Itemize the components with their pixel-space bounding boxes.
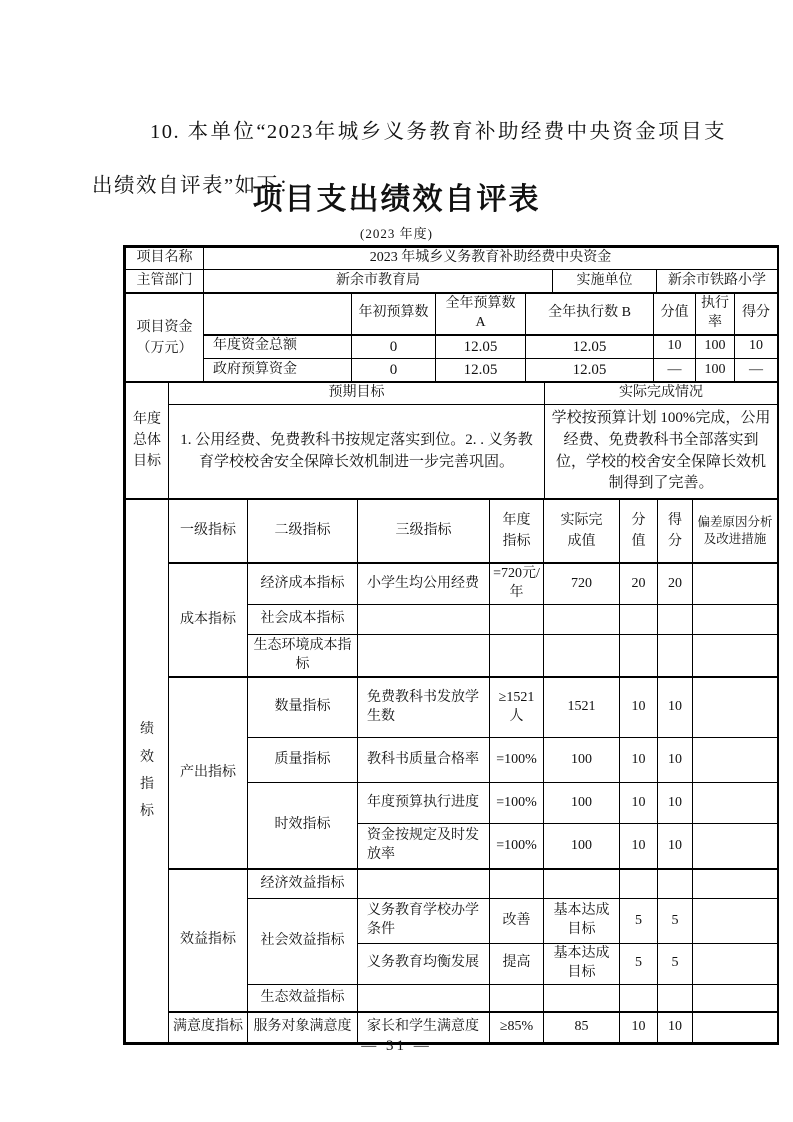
funding-section-label: 项目资金（万元）: [126, 293, 204, 382]
deviation-cell: [693, 563, 778, 604]
actual-cell: 85: [544, 1012, 620, 1042]
funding-score-max: 10: [654, 335, 696, 359]
level1-cell-benefit: 效益指标: [169, 869, 248, 1012]
deviation-cell: [693, 898, 778, 943]
score-cell: 10: [658, 782, 693, 823]
goal-header-row: [126, 382, 778, 404]
deviation-cell: [693, 782, 778, 823]
deviation-cell: [693, 737, 778, 782]
deviation-cell: [693, 677, 778, 737]
level3-cell: [358, 604, 490, 634]
deviation-cell: [693, 869, 778, 898]
page-number: — 31 —: [361, 1038, 432, 1054]
col-header-score: 得分: [658, 499, 693, 563]
target-cell: =100%: [490, 782, 544, 823]
funding-col-score-max: 分值: [654, 293, 696, 335]
score-cell: 10: [658, 677, 693, 737]
unit-value: 新余市铁路小学: [657, 270, 778, 293]
target-cell: [490, 604, 544, 634]
score-cell: 10: [658, 823, 693, 869]
funding-col-budget: 全年预算数 A: [436, 293, 526, 335]
deviation-cell: [693, 984, 778, 1012]
target-cell: =100%: [490, 823, 544, 869]
deviation-cell: [693, 943, 778, 984]
score-cell: [658, 634, 693, 677]
funding-col-initial: 年初预算数: [352, 293, 436, 335]
scoremax-cell: 5: [620, 943, 658, 984]
actual-cell: 100: [544, 782, 620, 823]
deviation-cell: [693, 823, 778, 869]
actual-cell: 基本达成目标: [544, 943, 620, 984]
score-cell: [658, 604, 693, 634]
target-cell: [490, 869, 544, 898]
intro-paragraph: 10. 本单位“2023年城乡义务教育补助经费中央资金项目支出绩效自评表”如下：: [92, 120, 726, 197]
funding-budget: 12.05: [436, 359, 526, 382]
actual-cell: 100: [544, 737, 620, 782]
level2-cell: 质量指标: [248, 737, 358, 782]
col-header-actual: 实际完成值: [544, 499, 620, 563]
col-header-target: 年度指标: [490, 499, 544, 563]
funding-table: [125, 292, 778, 382]
funding-budget: 12.05: [436, 335, 526, 359]
funding-col-score: 得分: [735, 293, 778, 335]
col-header-level2: 二级指标: [248, 499, 358, 563]
scoremax-cell: 5: [620, 898, 658, 943]
level2-cell: 数量指标: [248, 677, 358, 737]
funding-row-total: [126, 335, 778, 359]
target-cell: ≥85%: [490, 1012, 544, 1042]
level2-cell: 生态效益指标: [248, 984, 358, 1012]
goal-expected-header: 预期目标: [169, 382, 545, 404]
dept-label: 主管部门: [126, 270, 204, 293]
dept-unit-table: [125, 269, 778, 293]
level3-cell: [358, 984, 490, 1012]
funding-initial: 0: [352, 335, 436, 359]
scoremax-cell: 10: [620, 677, 658, 737]
scoremax-cell: [620, 984, 658, 1012]
dept-value: 新余市教育局: [204, 270, 553, 293]
level3-cell: 资金按规定及时发放率: [358, 823, 490, 869]
col-header-score-max: 分值: [620, 499, 658, 563]
funding-initial: 0: [352, 359, 436, 382]
level2-cell-social-benefit: 社会效益指标: [248, 898, 358, 984]
scoremax-cell: 10: [620, 823, 658, 869]
deviation-cell: [693, 604, 778, 634]
indicators-section-label: 绩效指标: [126, 499, 169, 1042]
funding-score-max: —: [654, 359, 696, 382]
funding-rate: 100: [696, 335, 735, 359]
scoremax-cell: 10: [620, 737, 658, 782]
actual-cell: [544, 634, 620, 677]
self-eval-table: [123, 245, 779, 1045]
deviation-cell: [693, 634, 778, 677]
funding-header-row: [126, 293, 778, 335]
scoremax-cell: [620, 634, 658, 677]
level3-cell: 免费教科书发放学生数: [358, 677, 490, 737]
actual-cell: 1521: [544, 677, 620, 737]
unit-label: 实施单位: [553, 270, 657, 293]
score-cell: [658, 869, 693, 898]
indicators-header-row: [126, 499, 778, 563]
actual-cell: [544, 984, 620, 1012]
project-info-table: [125, 247, 778, 270]
goal-actual-header: 实际完成情况: [545, 382, 778, 404]
actual-cell: 100: [544, 823, 620, 869]
scoremax-cell: 10: [620, 1012, 658, 1042]
level2-cell: 服务对象满意度: [248, 1012, 358, 1042]
actual-cell: 720: [544, 563, 620, 604]
goal-content-row: [126, 405, 778, 499]
level2-cell-timeliness: 时效指标: [248, 782, 358, 869]
scoremax-cell: [620, 604, 658, 634]
project-name-row: [126, 248, 778, 270]
actual-cell: [544, 604, 620, 634]
level1-cell-satisfaction: 满意度指标: [169, 1012, 248, 1042]
scoremax-cell: [620, 869, 658, 898]
score-cell: 10: [658, 737, 693, 782]
level2-cell: 经济成本指标: [248, 563, 358, 604]
indicator-row-quantity: [126, 677, 778, 737]
scoremax-cell: 10: [620, 782, 658, 823]
target-cell: =100%: [490, 737, 544, 782]
level1-cell-cost: 成本指标: [169, 563, 248, 677]
funding-blank-cell: [204, 293, 352, 335]
funding-score: —: [735, 359, 778, 382]
goal-actual-text: 学校按预算计划 100%完成，公用经费、免费教科书全部落实到位，学校的校舍安全保障长效机制得到了完善。: [545, 405, 778, 499]
goal-expected-text: 1. 公用经费、免费教科书按规定落实到位。2. . 义务教育学校校舍安全保障长效机制进一步完善巩固。: [169, 405, 545, 499]
funding-row-name: 年度资金总额: [204, 335, 352, 359]
level3-cell: 义务教育均衡发展: [358, 943, 490, 984]
funding-row-gov: [126, 359, 778, 382]
project-name-label: 项目名称: [126, 248, 204, 270]
col-header-deviation: 偏差原因分析及改进措施: [693, 499, 778, 563]
level3-cell: 家长和学生满意度: [358, 1012, 490, 1042]
page-title: 项目支出绩效自评表: [252, 183, 541, 216]
level2-cell: 社会成本指标: [248, 604, 358, 634]
level2-cell: 生态环境成本指标: [248, 634, 358, 677]
indicator-row-economic-benefit: [126, 869, 778, 898]
level3-cell: [358, 634, 490, 677]
target-cell: 改善: [490, 898, 544, 943]
target-cell: [490, 634, 544, 677]
scoremax-cell: 20: [620, 563, 658, 604]
level1-cell-output: 产出指标: [169, 677, 248, 869]
score-cell: 5: [658, 898, 693, 943]
score-cell: 10: [658, 1012, 693, 1042]
target-cell: =720元/年: [490, 563, 544, 604]
target-cell: ≥1521人: [490, 677, 544, 737]
level2-cell: 经济效益指标: [248, 869, 358, 898]
level3-cell: [358, 869, 490, 898]
funding-rate: 100: [696, 359, 735, 382]
score-cell: 5: [658, 943, 693, 984]
project-name-value: 2023 年城乡义务教育补助经费中央资金: [204, 248, 778, 270]
level3-cell: 教科书质量合格率: [358, 737, 490, 782]
page-subtitle: (2023 年度): [360, 226, 433, 241]
funding-score: 10: [735, 335, 778, 359]
target-cell: 提高: [490, 943, 544, 984]
target-cell: [490, 984, 544, 1012]
actual-cell: 基本达成目标: [544, 898, 620, 943]
funding-row-name: 政府预算资金: [204, 359, 352, 382]
funding-exec: 12.05: [526, 335, 654, 359]
score-cell: 20: [658, 563, 693, 604]
goal-section-label: 年度总体目标: [126, 382, 169, 498]
indicator-row-economic-cost: [126, 563, 778, 604]
annual-goal-table: [125, 381, 778, 499]
funding-exec: 12.05: [526, 359, 654, 382]
col-header-level3: 三级指标: [358, 499, 490, 563]
funding-col-rate: 执行率: [696, 293, 735, 335]
col-header-level1: 一级指标: [169, 499, 248, 563]
indicators-table: [125, 498, 778, 1043]
funding-col-exec: 全年执行数 B: [526, 293, 654, 335]
level3-cell: 年度预算执行进度: [358, 782, 490, 823]
score-cell: [658, 984, 693, 1012]
actual-cell: [544, 869, 620, 898]
dept-unit-row: [126, 270, 778, 293]
level3-cell: 义务教育学校办学条件: [358, 898, 490, 943]
level3-cell: 小学生均公用经费: [358, 563, 490, 604]
